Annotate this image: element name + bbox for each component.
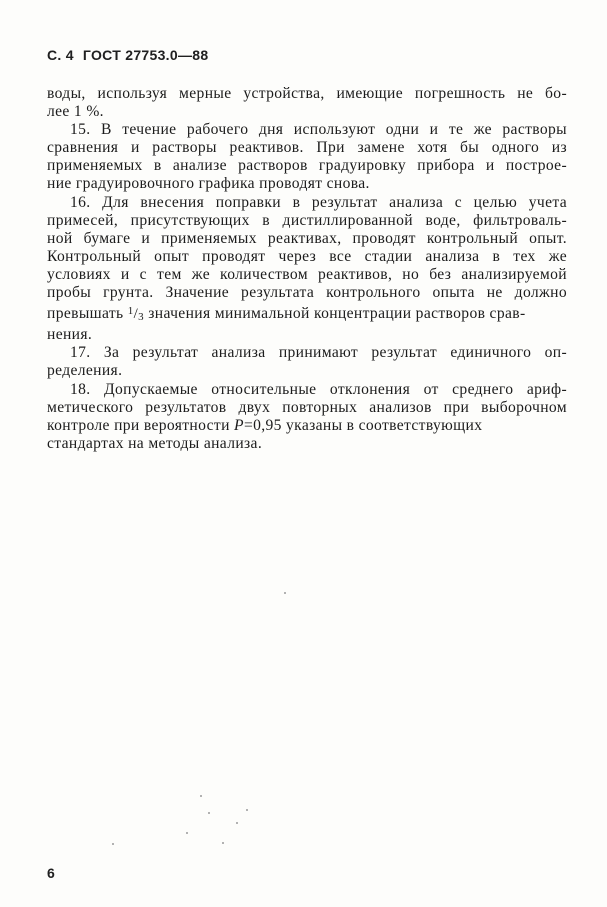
text-line: условиях и с тем же количеством реактивов, но без анализируемой	[47, 265, 567, 283]
text-fragment: превышать	[47, 305, 128, 323]
probability-symbol: P	[234, 416, 244, 434]
scan-speck	[246, 809, 248, 811]
scan-speck	[222, 842, 224, 844]
text-line: 15. В течение рабочего дня используют одни и те же растворы	[70, 121, 567, 139]
text-line: лее 1 %.	[47, 103, 104, 121]
fraction-bar: /	[133, 306, 139, 323]
page-header	[47, 47, 208, 63]
text-fragment: =0,95 указаны в соответствующих	[243, 416, 483, 434]
text-line-with-fraction	[47, 302, 567, 326]
scan-speck	[236, 822, 238, 824]
scan-speck	[200, 795, 202, 797]
text-line: 18. Допускаемые относительные отклонения от среднего ариф-	[70, 380, 567, 398]
scan-speck	[284, 592, 286, 594]
page-number: 6	[47, 865, 55, 881]
paragraph-continuation	[47, 85, 567, 121]
scan-speck	[112, 843, 114, 845]
text-line-with-symbol	[47, 417, 567, 435]
text-line: ние градуировочного графика проводят снова.	[47, 175, 370, 193]
text-fragment: контроле при вероятности	[47, 416, 235, 434]
standard-number: ГОСТ 27753.0—88	[82, 47, 209, 63]
text-line: метического результатов двух повторных анализов при выборочном	[47, 398, 567, 416]
paragraph-16	[47, 194, 567, 345]
text-line: применяемых в анализе растворов градуировку прибора и построе-	[47, 157, 567, 175]
fraction-denominator: 3	[138, 311, 145, 324]
scan-speck	[208, 812, 210, 814]
text-line: ределения.	[47, 362, 123, 380]
page-reference: С. 4	[47, 47, 74, 63]
text-line: ной бумаге и применяемых реактивах, проводят контрольный опыт.	[47, 229, 567, 247]
text-line: 16. Для внесения поправки в результат анализа с целью учета	[70, 193, 567, 211]
text-fragment: значения минимальной концентрации растворов срав-	[144, 305, 526, 323]
text-line: стандартах на методы анализа.	[47, 434, 263, 452]
text-line: Контрольный опыт проводят через все стадии анализа в тех же	[47, 247, 567, 265]
text-line: примесей, присутствующих в дистиллированной воде, фильтроваль-	[47, 211, 567, 229]
text-line: пробы грунта. Значение результата контрольного опыта не должно	[47, 284, 567, 302]
paragraph-17	[47, 344, 567, 380]
paragraph-18	[47, 381, 567, 453]
text-line: воды, используя мерные устройства, имеющие погрешность не бо-	[47, 85, 567, 102]
scan-speck	[186, 832, 188, 834]
paragraph-15	[47, 121, 567, 193]
fraction-numerator: 1	[127, 305, 134, 318]
text-line: 17. За результат анализа принимают результат единичного оп-	[70, 344, 567, 362]
text-line: сравнения и растворы реактивов. При замене хотя бы одного из	[47, 139, 567, 157]
text-line: нения.	[47, 326, 93, 344]
document-body	[47, 85, 567, 453]
